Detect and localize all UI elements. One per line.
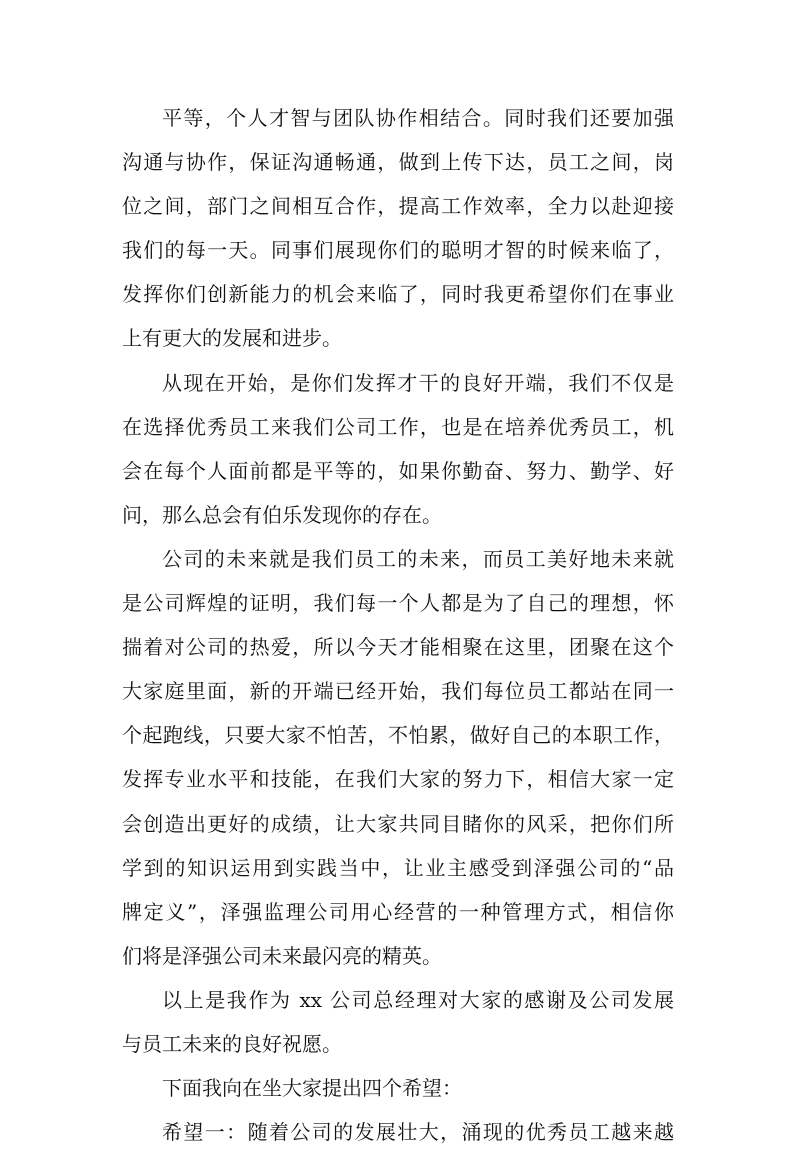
text-line: 问，那么总会有伯乐发现你的存在。 <box>122 502 442 527</box>
text-line: 希望一：随着公司的发展壮大，涌现的优秀员工越来越 <box>162 1120 674 1145</box>
text-line: 以上是我作为 xx 公司总经理对大家的感谢及公司发展 <box>162 987 674 1012</box>
text-line: 从现在开始，是你们发挥才干的良好开端，我们不仅是 <box>162 370 674 395</box>
text-line: 与员工未来的良好祝愿。 <box>122 1031 342 1056</box>
text-line: 会在每个人面前都是平等的，如果你勤奋、努力、勤学、好 <box>122 458 674 483</box>
text-line: 揣着对公司的热爱，所以今天才能相聚在这里，团聚在这个 <box>122 635 674 660</box>
text-line: 下面我向在坐大家提出四个希望： <box>162 1076 462 1101</box>
text-line: 发挥你们创新能力的机会来临了，同时我更希望你们在事业 <box>122 282 674 307</box>
text-line: 在选择优秀员工来我们公司工作，也是在培养优秀员工，机 <box>122 414 674 439</box>
text-line: 发挥专业水平和技能，在我们大家的努力下，相信大家一定 <box>122 767 674 792</box>
document-body <box>122 96 674 1154</box>
text-line: 个起跑线，只要大家不怕苦，不怕累，做好自己的本职工作， <box>122 723 674 748</box>
text-line: 们将是泽强公司未来最闪亮的精英。 <box>122 943 442 968</box>
text-line: 学到的知识运用到实践当中，让业主感受到泽强公司的“品 <box>122 855 674 880</box>
text-line: 是公司辉煌的证明，我们每一个人都是为了自己的理想，怀 <box>122 591 674 616</box>
text-line: 公司的未来就是我们员工的未来，而员工美好地未来就 <box>162 546 674 571</box>
text-line: 会创造出更好的成绩，让大家共同目睹你的风采，把你们所 <box>122 811 674 836</box>
text-line: 沟通与协作，保证沟通畅通，做到上传下达，员工之间，岗 <box>122 150 674 175</box>
text-line: 上有更大的发展和进步。 <box>122 326 342 351</box>
text-line: 平等，个人才智与团队协作相结合。同时我们还要加强 <box>162 106 674 130</box>
text-line: 大家庭里面，新的开端已经开始，我们每位员工都站在同一 <box>122 679 674 704</box>
text-line: 牌定义”，泽强监理公司用心经营的一种管理方式，相信你 <box>122 899 674 924</box>
text-line: 我们的每一天。同事们展现你们的聪明才智的时候来临了， <box>122 238 674 263</box>
text-line: 位之间，部门之间相互合作，提高工作效率，全力以赴迎接 <box>122 194 674 219</box>
